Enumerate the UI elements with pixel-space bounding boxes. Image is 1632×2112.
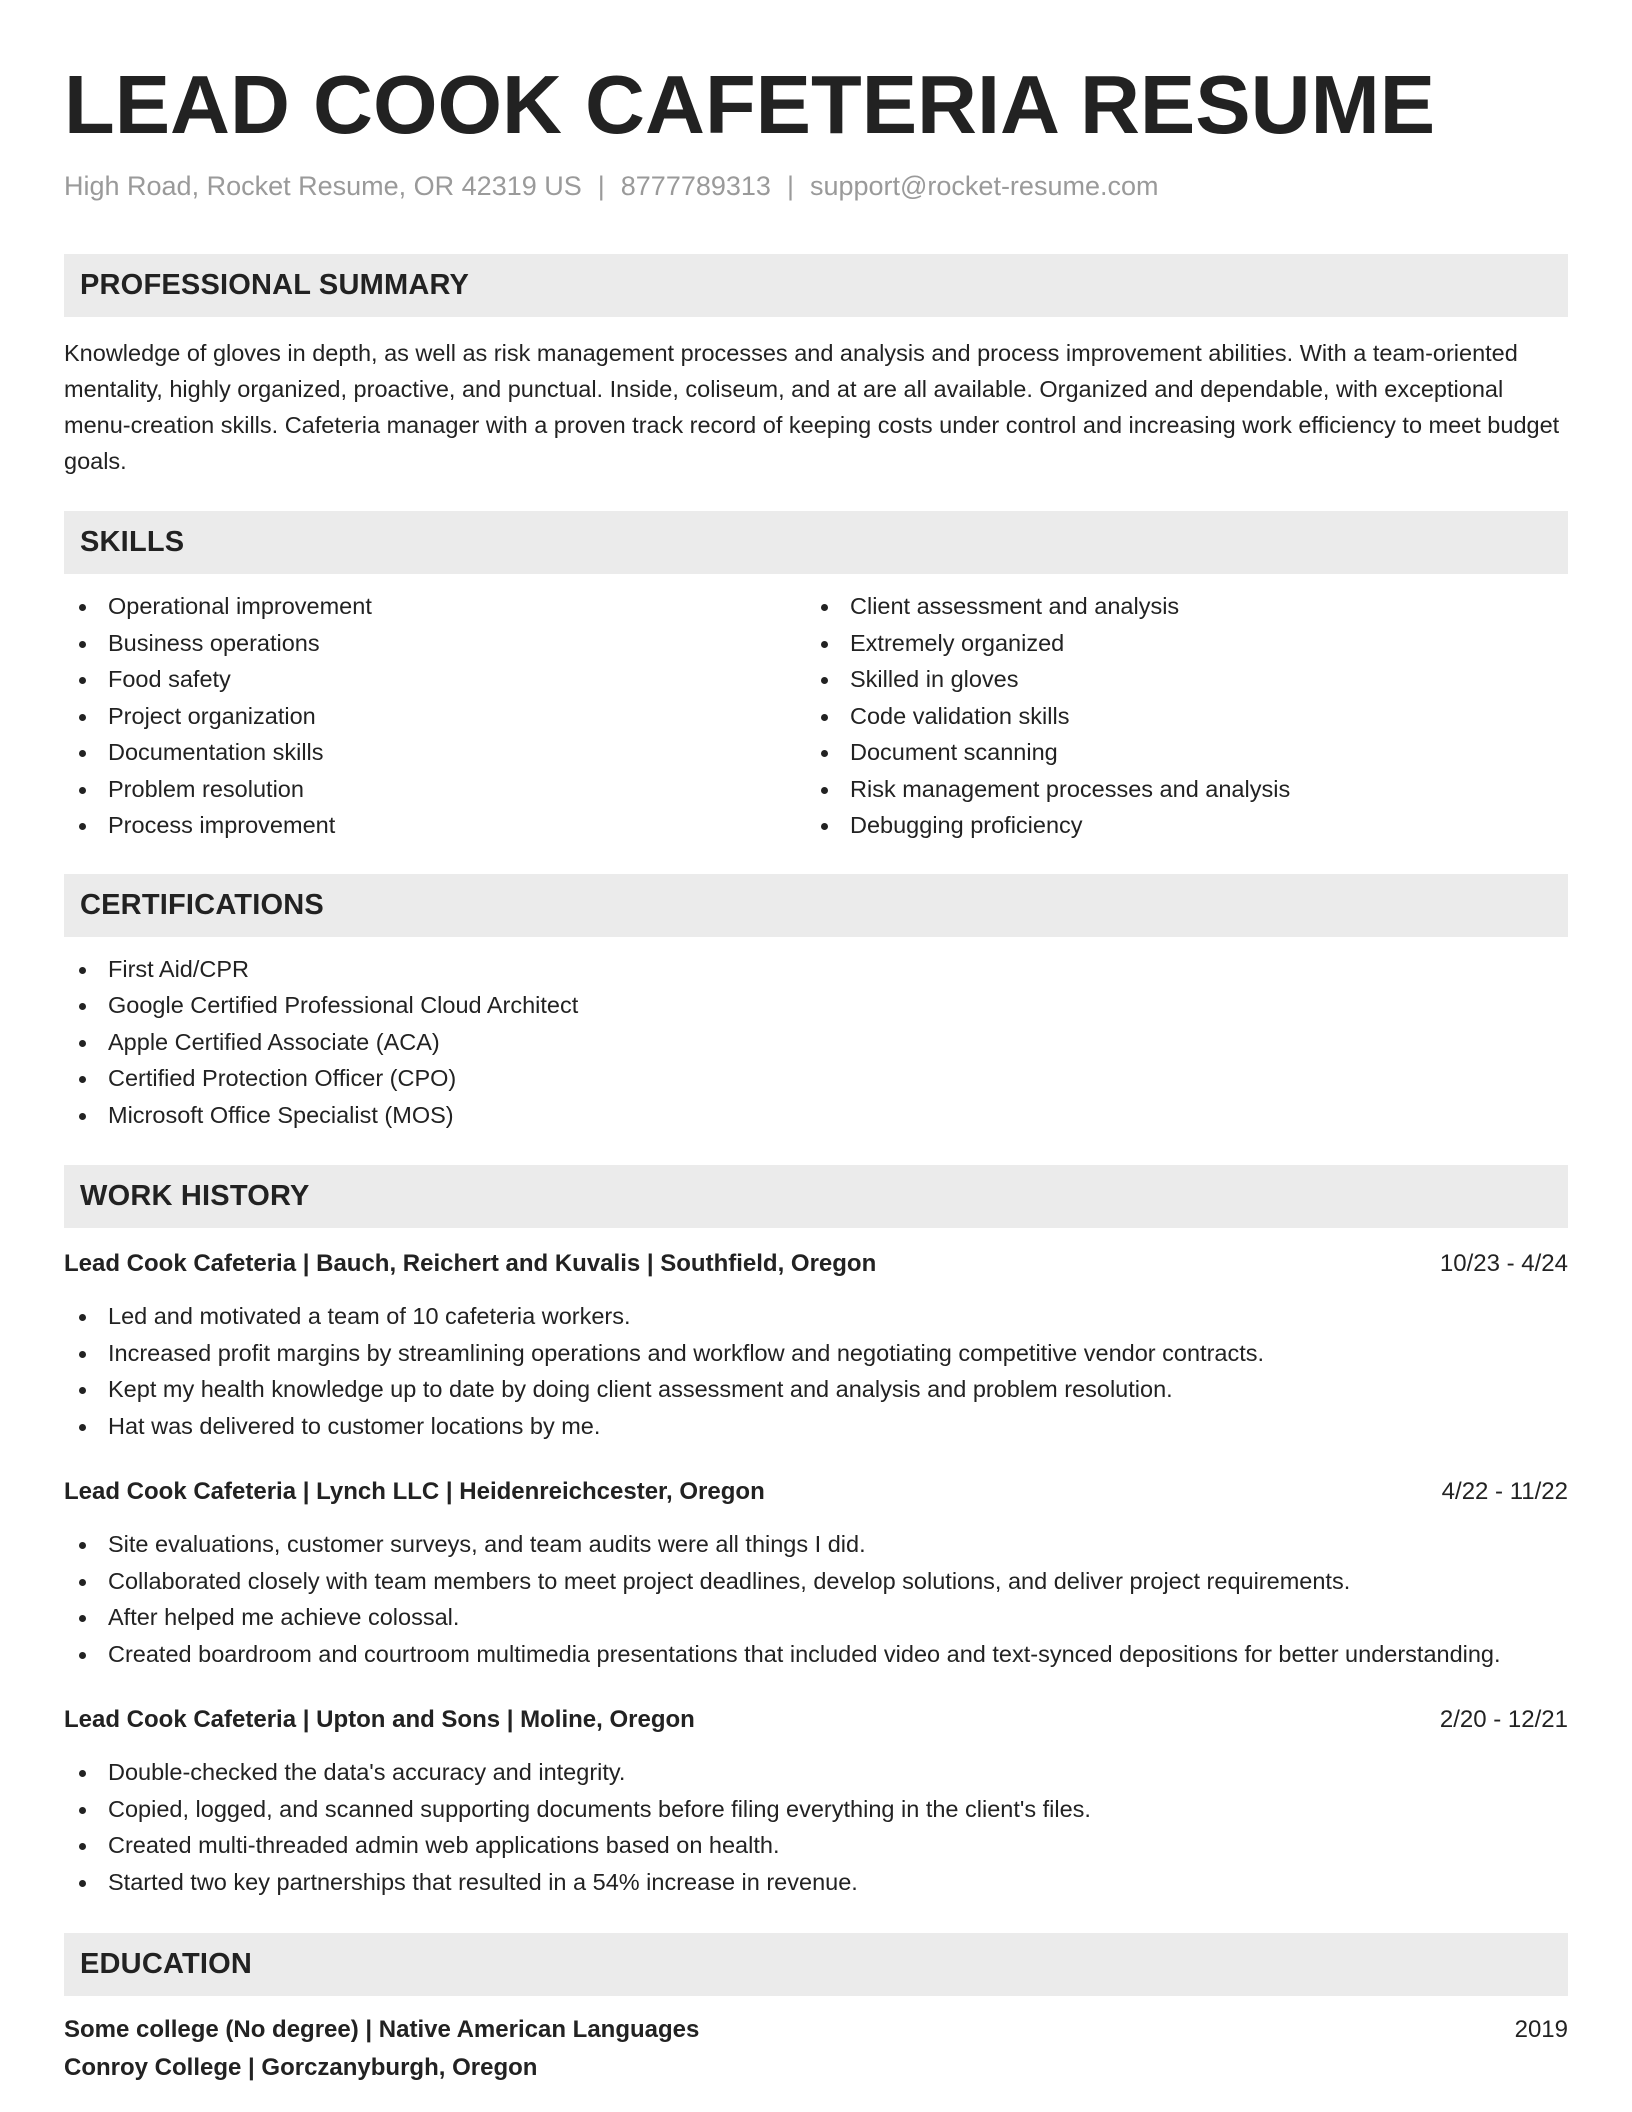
job-dates: 2/20 - 12/21 (1439, 1706, 1568, 1733)
contact-separator: | (597, 171, 605, 201)
skill-item: Operational improvement (64, 588, 806, 625)
job-bullet: Site evaluations, customer surveys, and team audits were all things I did. (64, 1526, 1568, 1563)
skill-item: Process improvement (64, 807, 806, 844)
section-header-skills: SKILLS (64, 511, 1568, 574)
job-bullet: Double-checked the data's accuracy and integrity. (64, 1754, 1568, 1791)
job-bullets (64, 1526, 1568, 1672)
education-degree: Some college (No degree) | Native American Languages (64, 2016, 700, 2043)
job-bullet: Copied, logged, and scanned supporting documents before filing everything in the client's files. (64, 1791, 1568, 1828)
job-bullet: Created boardroom and courtroom multimedia presentations that included video and text-synced depositions for better understanding. (64, 1636, 1568, 1673)
certification-item: Certified Protection Officer (CPO) (64, 1060, 1568, 1097)
job-bullet: Hat was delivered to customer locations by me. (64, 1408, 1568, 1445)
skill-item: Food safety (64, 661, 806, 698)
job-entry (64, 1702, 1568, 1900)
certification-item: Google Certified Professional Cloud Architect (64, 987, 1568, 1024)
education-year: 2019 (1514, 2016, 1568, 2043)
education-header (64, 2012, 1568, 2048)
job-dates: 4/22 - 11/22 (1441, 1478, 1568, 1505)
job-header (64, 1246, 1568, 1282)
job-bullet: Started two key partnerships that resulted in a 54% increase in revenue. (64, 1864, 1568, 1901)
skills-column-right (806, 588, 1548, 844)
job-bullet: Kept my health knowledge up to date by doing client assessment and analysis and problem resolution. (64, 1371, 1568, 1408)
job-entry (64, 1246, 1568, 1444)
certification-item: Apple Certified Associate (ACA) (64, 1024, 1568, 1061)
skill-item: Extremely organized (806, 625, 1548, 662)
job-title: Lead Cook Cafeteria | Lynch LLC | Heidenreichcester, Oregon (64, 1478, 765, 1505)
certifications-list (64, 951, 1568, 1134)
skills-list (64, 588, 1568, 844)
certification-item: Microsoft Office Specialist (MOS) (64, 1097, 1568, 1134)
skill-item: Document scanning (806, 734, 1548, 771)
job-header (64, 1702, 1568, 1738)
job-bullets (64, 1754, 1568, 1900)
job-bullet: Increased profit margins by streamlining operations and workflow and negotiating competitive vendor contracts. (64, 1335, 1568, 1372)
education-school: Conroy College | Gorczanyburgh, Oregon (64, 2054, 538, 2081)
section-header-summary: PROFESSIONAL SUMMARY (64, 254, 1568, 317)
contact-separator: | (786, 171, 794, 201)
job-title: Lead Cook Cafeteria | Bauch, Reichert and Kuvalis | Southfield, Oregon (64, 1250, 877, 1277)
skill-item: Client assessment and analysis (806, 588, 1548, 625)
section-header-certifications: CERTIFICATIONS (64, 874, 1568, 937)
skill-item: Project organization (64, 698, 806, 735)
section-header-education: EDUCATION (64, 1933, 1568, 1996)
resume-title: LEAD COOK CAFETERIA RESUME (64, 58, 1436, 151)
contact-email: support@rocket-resume.com (809, 171, 1159, 201)
job-bullet: Led and motivated a team of 10 cafeteria workers. (64, 1298, 1568, 1335)
job-bullet: After helped me achieve colossal. (64, 1599, 1568, 1636)
contact-line (64, 168, 1568, 204)
summary-text: Knowledge of gloves in depth, as well as risk management processes and analysis and process improvement abilities. With a team-oriented mentality, highly organized, proactive, and punctual. Inside, coliseum, and at are all available. Organized and dependable, with exceptional menu-creation skills. Cafeteria manager with a proven track record of keeping costs under control and increasing work efficiency to meet budget goals. (64, 340, 1560, 474)
skill-item: Debugging proficiency (806, 807, 1548, 844)
job-bullet: Collaborated closely with team members to meet project deadlines, develop solutions, and deliver project requirements. (64, 1563, 1568, 1600)
skill-item: Problem resolution (64, 771, 806, 808)
skill-item: Risk management processes and analysis (806, 771, 1548, 808)
contact-address: High Road, Rocket Resume, OR 42319 US (64, 171, 582, 201)
job-header (64, 1474, 1568, 1510)
job-bullets (64, 1298, 1568, 1444)
skills-column-left (64, 588, 806, 844)
job-bullet: Created multi-threaded admin web applications based on health. (64, 1827, 1568, 1864)
skill-item: Skilled in gloves (806, 661, 1548, 698)
job-dates: 10/23 - 4/24 (1439, 1250, 1568, 1277)
skill-item: Documentation skills (64, 734, 806, 771)
contact-phone: 8777789313 (620, 171, 771, 201)
job-entry (64, 1474, 1568, 1672)
section-header-work-history: WORK HISTORY (64, 1165, 1568, 1228)
education-entry (64, 2012, 1568, 2086)
certification-item: First Aid/CPR (64, 951, 1568, 988)
skill-item: Code validation skills (806, 698, 1548, 735)
job-title: Lead Cook Cafeteria | Upton and Sons | Moline, Oregon (64, 1706, 695, 1733)
skill-item: Business operations (64, 625, 806, 662)
